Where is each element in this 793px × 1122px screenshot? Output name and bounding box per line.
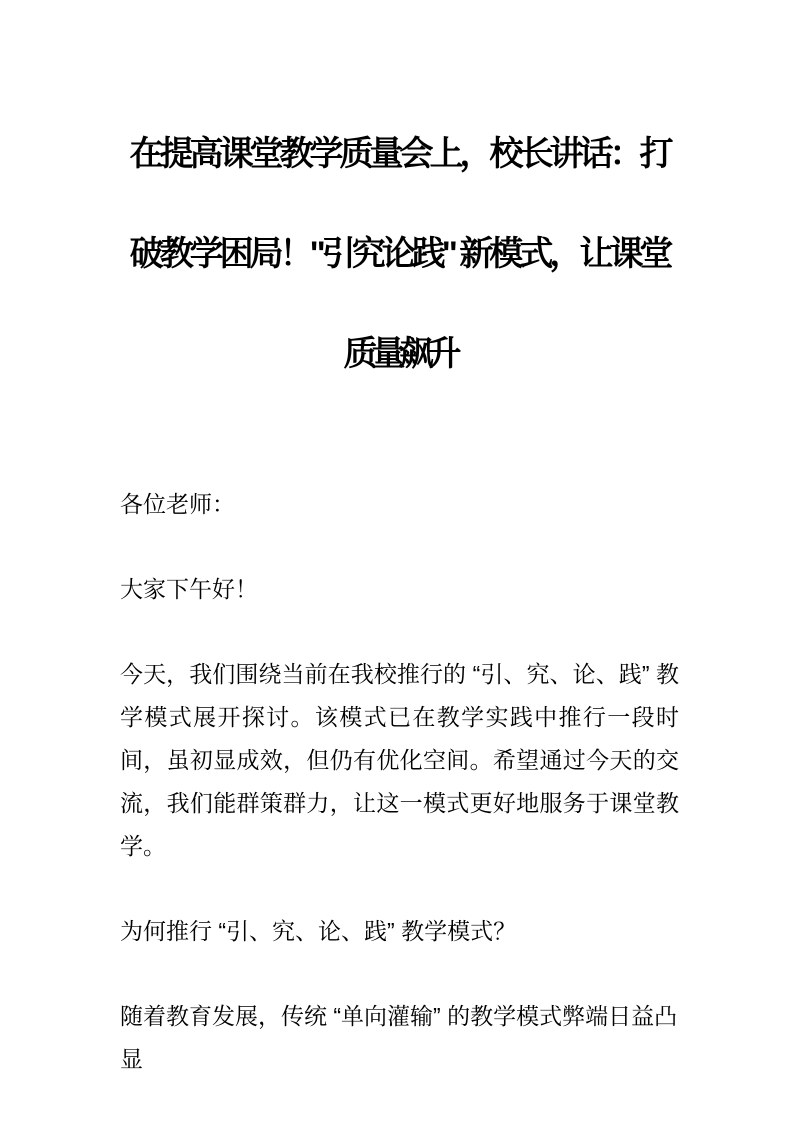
title-line-1: 在提高课堂教学质量会上，校长讲话：打 [129, 135, 670, 173]
paragraph-intro: 今天，我们围绕当前在我校推行的 “引、究、论、践” 教学模式展开探讨。该模式已在教学实践中推行一段时间，虽初显成效，但仍有优化空间。希望通过今天的交流，我们能群策群力，让这一模式更好地服务于课堂教学。 [120, 661, 679, 859]
title-line-3: 质量飙升 [343, 335, 456, 373]
paragraph-salutation: 各位老师： [120, 491, 235, 517]
title-line-2: 破教学困局！"引究论践" 新模式，让课堂 [129, 235, 670, 273]
paragraph-greeting: 大家下午好！ [120, 576, 258, 602]
document-title [120, 104, 679, 404]
document-body [120, 483, 679, 1081]
paragraph-question: 为何推行 “引、究、论、践” 教学模式？ [120, 918, 517, 944]
paragraph-background: 随着教育发展，传统 “单向灌输” 的教学模式弊端日益凸显 [120, 1003, 678, 1072]
